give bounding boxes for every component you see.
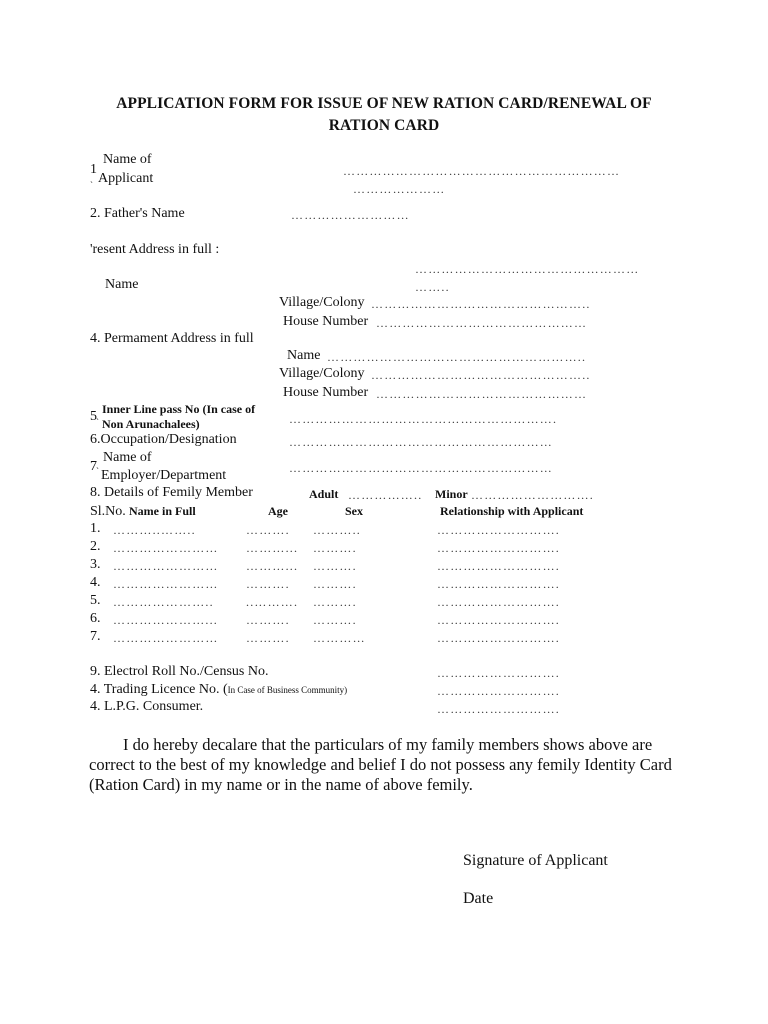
field-1-dots-b[interactable]: ………………… <box>353 182 446 196</box>
row-relationship-dots[interactable]: ………………………. <box>437 523 560 537</box>
row-sex-dots[interactable]: ………. <box>313 613 357 627</box>
field-4-name-dots[interactable]: ………………………………………………….. <box>327 350 587 364</box>
field-5-tick: ` <box>96 417 99 427</box>
row-name-dots[interactable]: …………………… <box>113 541 219 555</box>
field-1-dots-a[interactable]: ……………………………………………………… <box>343 164 621 178</box>
trading-licence-label <box>90 683 347 697</box>
row-sex-dots[interactable]: ………… <box>313 631 366 645</box>
age-column-header: Age <box>268 504 288 518</box>
field-4-label: 4. Permament Address in full <box>90 331 254 346</box>
field-4-house-dots[interactable]: ………………………………………… <box>376 387 588 401</box>
field-7-dots[interactable]: …………………………………………………… <box>289 461 553 475</box>
field-4-village-label: Village/Colony <box>279 366 365 381</box>
field-3-name-dots-b[interactable]: …….. <box>415 280 450 294</box>
form-title-line1: APPLICATION FORM FOR ISSUE OF NEW RATION CARD/RENEWAL OF <box>116 95 652 112</box>
field-4-village-dots[interactable]: ………………………………………….. <box>371 368 591 382</box>
field-3-name-label: Name <box>105 277 139 292</box>
row-sex-dots[interactable]: ………. <box>313 577 357 591</box>
row-relationship-dots[interactable]: ………………………. <box>437 559 560 573</box>
field-7-tick: ` <box>96 466 99 476</box>
relationship-column-header: Relationship with Applicant <box>440 504 584 518</box>
date-label: Date <box>463 890 494 907</box>
electrol-roll-label: 9. Electrol Roll No./Census No. <box>90 664 269 679</box>
row-name-dots[interactable]: …………………… <box>113 559 219 573</box>
field-5-number: 5 <box>90 409 97 424</box>
row-name-dots[interactable]: …………………... <box>113 613 218 627</box>
row-age-dots[interactable]: ………. <box>246 523 290 537</box>
row-name-dots[interactable]: ………..…….. <box>113 523 196 537</box>
row-age-dots[interactable]: ………... <box>246 559 299 573</box>
row-number: 4. <box>90 575 101 590</box>
row-number: 5. <box>90 593 101 608</box>
row-age-dots[interactable]: ..………. <box>246 595 299 609</box>
row-age-dots[interactable]: ………. <box>246 613 290 627</box>
row-sex-dots[interactable]: ………. <box>313 595 357 609</box>
signature-label: Signature of Applicant <box>463 852 608 869</box>
field-3-village-label: Village/Colony <box>279 295 365 310</box>
field-3-house-label: House Number <box>283 314 369 329</box>
row-relationship-dots[interactable]: ………………………. <box>437 541 560 555</box>
form-title-line2: RATION CARD <box>328 117 440 134</box>
row-age-dots[interactable]: ………. <box>246 631 290 645</box>
minor-dots[interactable]: ………………………. <box>471 488 594 502</box>
declaration-text <box>89 735 679 795</box>
field-2-dots[interactable]: ……………………… <box>291 208 410 222</box>
adult-dots[interactable]: …………….. <box>348 488 423 502</box>
field-7-label-a: Name of <box>103 450 152 465</box>
row-number: 3. <box>90 557 101 572</box>
row-relationship-dots[interactable]: ………………………. <box>437 613 560 627</box>
row-name-dots[interactable]: …………………… <box>113 577 219 591</box>
field-4-name-label: Name <box>287 348 321 363</box>
field-7-number: 7 <box>90 459 97 474</box>
field-3-name-dots-a[interactable]: …………………………………………… <box>415 262 640 276</box>
row-sex-dots[interactable]: ……….. <box>313 523 361 537</box>
row-relationship-dots[interactable]: ………………………. <box>437 595 560 609</box>
field-5-dots[interactable]: ……………………………………………………. <box>289 412 558 426</box>
field-2-label: 2. Father's Name <box>90 206 185 221</box>
row-relationship-dots[interactable]: ………………………. <box>437 577 560 591</box>
row-age-dots[interactable]: ………... <box>246 541 299 555</box>
field-7-label-b: Employer/Department <box>101 468 227 483</box>
field-1-tick: ` <box>90 180 93 190</box>
trading-licence-note: In Case of Business Community) <box>227 685 348 695</box>
row-sex-dots[interactable]: ………. <box>313 541 357 555</box>
row-number: 7. <box>90 629 101 644</box>
field-3-house-dots[interactable]: ………………………………………… <box>376 316 588 330</box>
field-5-label-b: Non Arunachalees) <box>102 417 200 431</box>
lpg-consumer-dots[interactable]: ………………………. <box>437 702 560 716</box>
row-age-dots[interactable]: ………. <box>246 577 290 591</box>
field-6-label: 6.Occupation/Designation <box>90 432 237 447</box>
field-6-dots[interactable]: …………………………………………………… <box>289 435 553 449</box>
field-3-label: 'resent Address in full : <box>90 242 220 257</box>
sex-column-header: Sex <box>345 504 363 518</box>
row-number: 1. <box>90 521 101 536</box>
adult-label: Adult <box>309 487 339 501</box>
row-number: 6. <box>90 611 101 626</box>
field-3-village-dots[interactable]: ………………………………………….. <box>371 297 591 311</box>
electrol-roll-dots[interactable]: ………………………. <box>437 666 560 680</box>
field-1-number: 1 <box>90 162 97 177</box>
trading-licence-text: 4. Trading Licence No. ( <box>90 682 228 697</box>
trading-licence-dots[interactable]: ………………………. <box>437 684 560 698</box>
field-1-label-b: Applicant <box>98 171 154 186</box>
row-number: 2. <box>90 539 101 554</box>
field-1-label-a: Name of <box>103 152 152 167</box>
field-8-label: 8. Details of Femily Member <box>90 485 253 500</box>
declaration-body: I do hereby decalare that the particulars of my family members shows above are correct to the best of my knowledge and belief I do not possess any femily Identity Card (Ration Card) in my name or in the name of above femily. <box>89 735 672 794</box>
name-column-header: Name in Full <box>129 504 196 518</box>
row-name-dots[interactable]: ………………….. <box>113 595 214 609</box>
field-5-label-a: Inner Line pass No (In case of <box>102 402 256 416</box>
field-4-house-label: House Number <box>283 385 369 400</box>
row-relationship-dots[interactable]: ………………………. <box>437 631 560 645</box>
lpg-consumer-label: 4. L.P.G. Consumer. <box>90 699 204 714</box>
sl-no-header: Sl.No. <box>90 504 126 519</box>
row-name-dots[interactable]: …………………… <box>113 631 219 645</box>
minor-label: Minor <box>435 487 468 501</box>
row-sex-dots[interactable]: ………. <box>313 559 357 573</box>
